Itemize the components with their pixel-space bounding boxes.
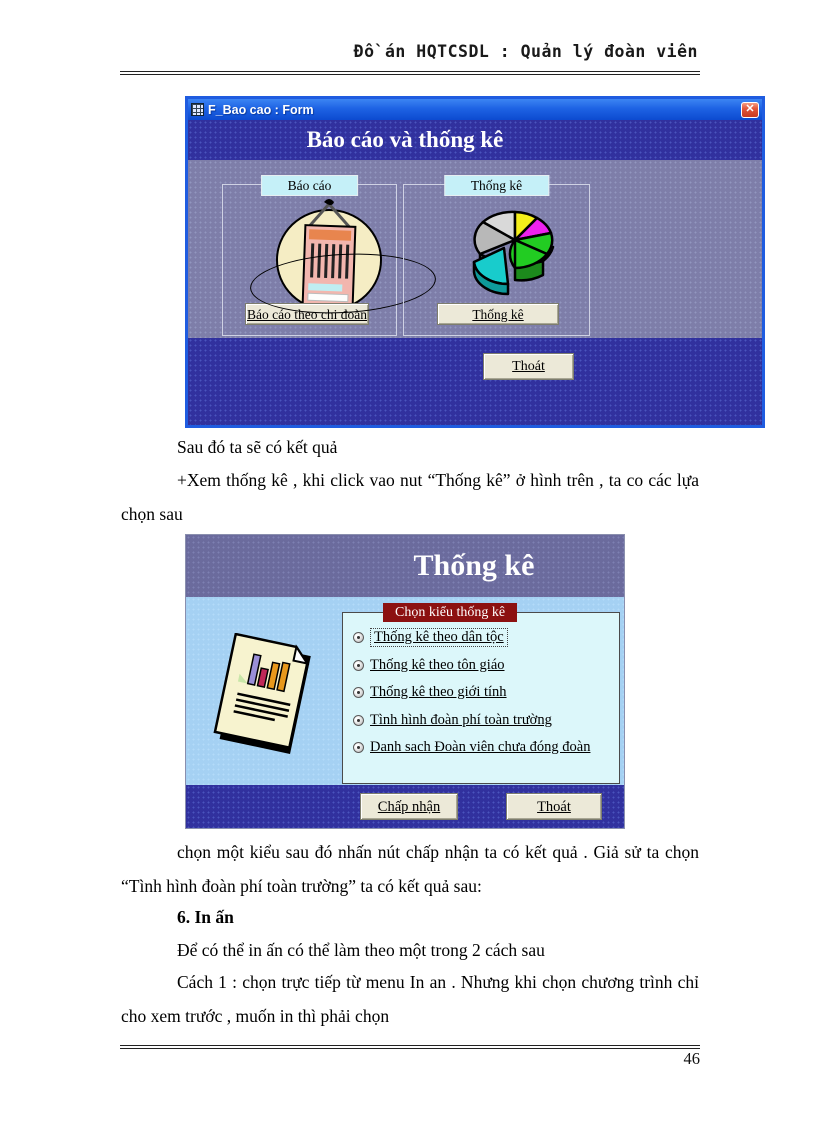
form1-titlebar[interactable] (188, 99, 762, 120)
heading-printing: 6. In ấn (177, 907, 234, 927)
option-row-religion[interactable]: Thống kê theo tôn giáo (353, 654, 505, 676)
radio-icon[interactable] (353, 742, 364, 753)
pie-chart-image (460, 202, 570, 302)
form1-exit-button[interactable]: Thoát (483, 353, 574, 380)
form1-main-area (188, 160, 762, 338)
option-row-union-fee[interactable]: Tình hình đoàn phí toàn trường (353, 709, 552, 731)
form2-body (186, 597, 624, 785)
page-number: 46 (683, 1049, 700, 1068)
paragraph-result: Sau đó ta sẽ có kết quả (177, 437, 338, 457)
form1-window-title: F_Bao cao : Form (208, 102, 314, 117)
form2-window (185, 534, 625, 829)
radio-icon[interactable] (353, 632, 364, 643)
paragraph-view-stats: +Xem thống kê , khi click vao nut “Thống kê” ở hình trên , ta co các lựa chọn sau (121, 470, 699, 524)
paragraph-print-method1: Cách 1 : chọn trực tiếp từ menu In an . Nhưng khi chọn chương trình chỉ cho xem trước , muốn in thì phải chọn (121, 972, 699, 1026)
form2-bottom-area (186, 785, 624, 828)
stats-group-label: Thống kê (444, 175, 549, 196)
accept-button[interactable]: Chấp nhận (360, 793, 458, 820)
radio-icon[interactable] (353, 660, 364, 671)
report-group-label: Báo cáo (261, 175, 359, 196)
form2-banner-title: Thống kê (186, 535, 624, 597)
header-rule (120, 71, 700, 75)
stat-type-groupbox (342, 605, 620, 784)
stats-button[interactable]: Thống kê (437, 303, 559, 325)
radio-icon[interactable] (353, 687, 364, 698)
option-row-gender[interactable]: Thống kê theo giới tính (353, 681, 507, 703)
report-document-image (198, 633, 326, 773)
form1-window (185, 96, 765, 428)
radio-icon[interactable] (353, 715, 364, 726)
option-row-ethnicity[interactable]: Thống kê theo dân tộc (353, 626, 508, 648)
report-by-branch-button[interactable]: Báo cáo theo chi đoàn (245, 303, 369, 325)
stat-type-group-title: Chọn kiểu thống kê (383, 603, 517, 622)
option-row-unpaid-list[interactable]: Danh sach Đoàn viên chưa đóng đoàn (353, 736, 590, 758)
form1-banner-title: Báo cáo và thống kê (188, 120, 762, 160)
close-icon[interactable]: ✕ (741, 102, 759, 118)
form1-bottom-area (188, 338, 762, 425)
form-icon (191, 103, 204, 116)
paragraph-print-intro: Để có thể in ấn có thể làm theo một trong 2 cách sau (177, 940, 545, 960)
form2-exit-button[interactable]: Thoát (506, 793, 602, 820)
paragraph-choose-type: chọn một kiểu sau đó nhấn nút chấp nhận ta có kết quả . Giả sử ta chọn “Tình hình đoàn phí toàn trường” ta có kết quả sau: (121, 842, 699, 896)
document-header-title: Đồ án HQTCSDL : Quản lý đoàn viên (353, 42, 698, 61)
